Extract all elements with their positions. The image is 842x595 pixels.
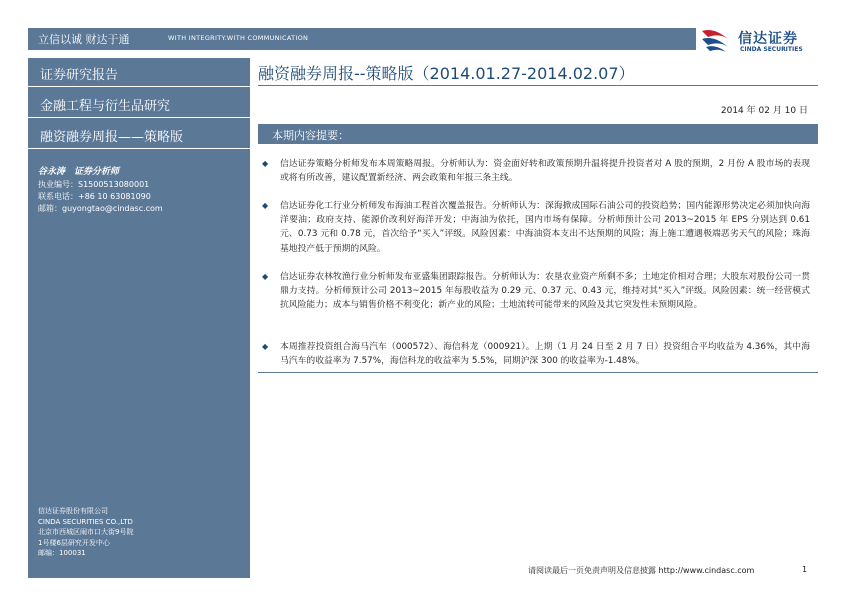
- top-banner: [28, 28, 696, 50]
- page-number: 1: [802, 565, 808, 574]
- company-info: [38, 506, 133, 559]
- analyst-info: [38, 166, 163, 215]
- logo-text-cn: 信达证券: [738, 31, 798, 47]
- summary-heading-bar: [258, 124, 818, 144]
- diamond-bullet-icon: ◆: [262, 201, 269, 210]
- sidebar-item-label: 融资融券周报——策略版: [40, 130, 184, 145]
- report-title: 融资融券周报--策略版（2014.01.27-2014.02.07）: [258, 64, 635, 83]
- logo-text-en: CINDA SECURITIES: [740, 46, 803, 53]
- sidebar-item-report-type: [28, 58, 250, 87]
- summary-heading: 本期内容提要：: [272, 129, 349, 142]
- report-date: 2014 年 02 月 10 日: [720, 106, 808, 116]
- company-logo: [700, 24, 818, 54]
- cinda-logo-icon: [700, 25, 736, 53]
- company-postcode: 邮编：100031: [38, 549, 86, 557]
- company-address-2: 1号楼6层研究开发中心: [38, 538, 110, 547]
- diamond-bullet-icon: ◆: [262, 272, 269, 281]
- summary-bottom-divider: [258, 372, 818, 373]
- sidebar-item-label: 证券研究报告: [40, 68, 119, 83]
- slogan: 立信以诚 财达于通: [38, 33, 130, 46]
- company-name-cn: 信达证券股份有限公司: [38, 507, 108, 515]
- company-address-1: 北京市西城区闹市口大街9号院: [38, 528, 134, 536]
- title-divider: [258, 85, 818, 86]
- sidebar-item-research-area: [28, 89, 250, 118]
- bullet-text: 信达证券农林牧渔行业分析师发布亚盛集团跟踪报告。分析师认为：农垦农业资产所剩不多；土地定价相对合理；大股东对股份公司一贯鼎力支持。分析师预计公司 2013~2015 年每股收益为 0.29 元、0.37 元、0.43 元，维持对其“买入”评级。风险因素：统一经营模式抗风险能力；成本与销售价格不利变化；新产业的风险；土地流转可能带来的风险及其它突发性未预期风险。: [280, 272, 810, 311]
- sidebar-item-label: 金融工程与衍生品研究: [40, 99, 171, 114]
- analyst-license: 执业编号：S1500513080001: [38, 180, 150, 189]
- bullet-text: 信达证券策略分析师发布本周策略周报。分析师认为：资金面好转和政策预期升温将提升投资者对 A 股的预期，2 月份 A 股市场的表现或将有所改善，建议配置新经济、两会政策和年报三条主线。: [280, 159, 810, 184]
- bullet-text: 信达证券化工行业分析师发布海油工程首次覆盖报告。分析师认为：深海掀成国际石油公司的投资趋势；国内能源形势决定必须加快向海洋要油；政府支持、能源价改利好海洋开发；中海油为依托，国内市场有保障。分析师预计公司 2013~2015 年 EPS 分别达到 0.61 元、0.73 元和 0.78 元，首次给予“买入”评级。风险因素：中海油资本支出不达预期的风险；海上施工遭遇极端恶劣天气的风险；珠海基地投产低于预期的风险。: [280, 201, 810, 254]
- analyst-email: 邮箱：guyongtao@cindasc.com: [38, 204, 163, 213]
- diamond-bullet-icon: ◆: [262, 342, 269, 351]
- analyst-name: 谷永涛 证券分析师: [38, 167, 120, 177]
- bullet-text: 本周推荐投资组合海马汽车（000572）、海信科龙（000921）。上期（1 月 24 日至 2 月 7 日）投资组合平均收益为 4.36%，其中海马汽车的收益率为 7.57%，海信科龙的收益率为 5.5%，同期沪深 300 的收益率为-1.48%。: [280, 342, 810, 367]
- footer-disclaimer: 请阅读最后一页免责声明及信息披露 http://www.cindasc.com: [528, 566, 755, 575]
- sidebar-item-report-series: [28, 120, 250, 149]
- company-name-en: CINDA SECURITIES CO.,LTD: [38, 517, 133, 526]
- slogan-en: WITH INTEGRITY.WITH COMMUNICATION: [168, 34, 309, 42]
- analyst-phone: 联系电话：+86 10 63081090: [38, 192, 151, 201]
- diamond-bullet-icon: ◆: [262, 159, 269, 168]
- sidebar: [28, 58, 250, 578]
